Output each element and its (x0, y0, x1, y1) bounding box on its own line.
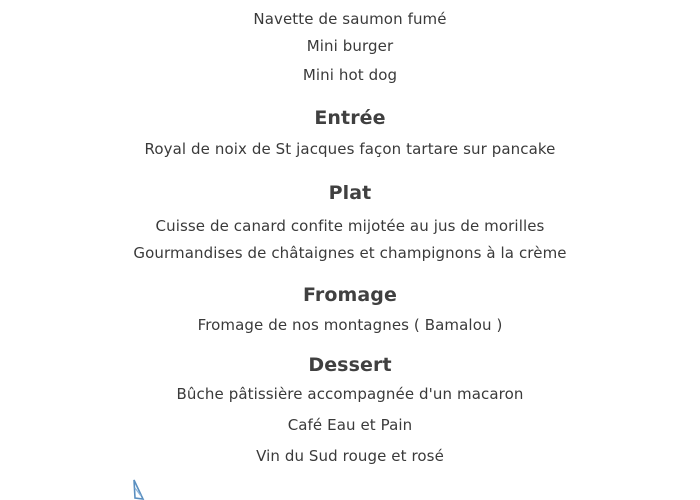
menu-item-mini-burger: Mini burger (306, 37, 394, 55)
menu-item-mini-hot-dog: Mini hot dog (302, 66, 398, 84)
menu-item-vin-du-sud: Vin du Sud rouge et rosé (256, 447, 444, 465)
section-heading-dessert: Dessert (308, 354, 392, 376)
menu-item-cafe-eau-pain: Café Eau et Pain (287, 416, 413, 434)
cropped-top-text (0, 0, 700, 6)
menu-item-navette-saumon: Navette de saumon fumé (253, 10, 447, 28)
blue-corner-mark-icon (131, 478, 147, 500)
menu-item-buche: Bûche pâtissière accompagnée d'un macaron (176, 385, 524, 403)
menu-item-fromage-montagnes: Fromage de nos montagnes ( Bamalou ) (197, 316, 503, 334)
section-heading-plat: Plat (328, 182, 372, 204)
menu-item-gourmandises: Gourmandises de châtaignes et champignons à la crème (133, 244, 567, 262)
menu-item-royal-noix: Royal de noix de St jacques façon tartare sur pancake (144, 140, 556, 158)
section-heading-entree: Entrée (314, 107, 386, 129)
section-heading-fromage: Fromage (303, 284, 397, 306)
menu-item-cuisse-canard: Cuisse de canard confite mijotée au jus de morilles (155, 217, 545, 235)
